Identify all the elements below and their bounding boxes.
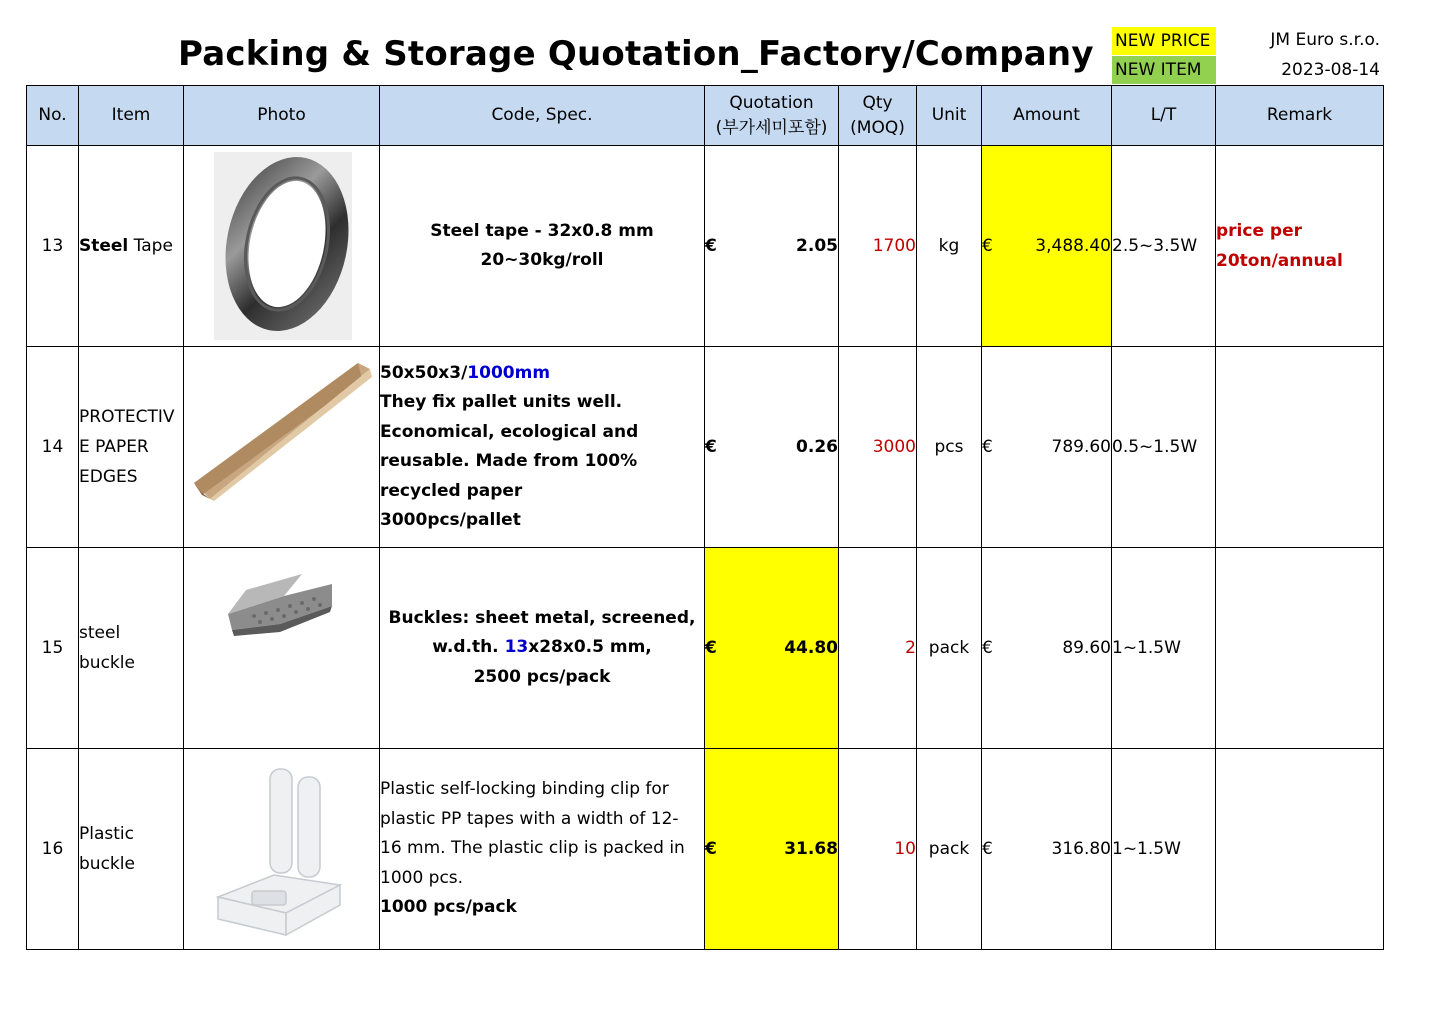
item-line: EDGES [79, 467, 138, 487]
row-no: 16 [27, 749, 79, 950]
price-value: 44.80 [784, 638, 838, 658]
spec-line: recycled paper [380, 480, 523, 501]
row-price [705, 548, 839, 749]
currency-symbol: € [705, 839, 717, 859]
spec-line [380, 359, 704, 389]
plastic-buckle-icon [214, 763, 344, 939]
col-item: Item [79, 86, 184, 146]
col-quotation [705, 86, 839, 146]
spec-line: 1000 pcs/pack [380, 897, 517, 918]
table-row [27, 548, 1384, 749]
row-spec [380, 146, 705, 347]
row-item [79, 548, 184, 749]
col-qty-label: Qty [862, 92, 893, 113]
row-item [79, 749, 184, 950]
row-qty: 10 [839, 749, 917, 950]
row-no: 13 [27, 146, 79, 347]
paper-edge-icon [190, 357, 372, 502]
spec-width-label: w.d.th. [432, 637, 505, 658]
currency-symbol: € [705, 236, 717, 256]
spec-length: 1000mm [467, 362, 551, 383]
spec-line: 20~30kg/roll [480, 250, 604, 270]
spec-line: Steel tape - 32x0.8 mm [430, 220, 654, 241]
spec-line: 1000 pcs. [380, 867, 464, 888]
quotation-table [26, 85, 1384, 950]
row-photo [184, 146, 380, 347]
row-spec [380, 548, 705, 749]
col-lt: L/T [1112, 86, 1216, 146]
row-price [705, 146, 839, 347]
col-no: No. [27, 86, 79, 146]
row-unit: pack [917, 548, 982, 749]
spec-line: Plastic self-locking binding clip for [380, 779, 669, 800]
row-spec [380, 347, 705, 548]
row-remark [1216, 548, 1384, 749]
row-item [79, 347, 184, 548]
spec-line: 2500 pcs/pack [473, 666, 611, 687]
item-line: buckle [79, 854, 135, 874]
currency-symbol: € [982, 839, 993, 859]
spec-line: 16 mm. The plastic clip is packed in [380, 838, 685, 859]
amount-value: 89.60 [1062, 638, 1111, 658]
page-title: Packing & Storage Quotation_Factory/Company [178, 34, 1094, 74]
row-no: 14 [27, 347, 79, 548]
row-unit: pcs [917, 347, 982, 548]
spec-dimensions: 50x50x3/ [380, 362, 468, 383]
col-amount: Amount [982, 86, 1112, 146]
legend-new-item: NEW ITEM [1112, 56, 1216, 84]
col-qty-moq: (MOQ) [850, 117, 905, 138]
row-photo [184, 347, 380, 548]
row-lt: 1~1.5W [1112, 548, 1216, 749]
spec-width-value: 13 [504, 637, 529, 658]
row-qty: 2 [839, 548, 917, 749]
col-quotation-label: Quotation [729, 92, 814, 113]
row-price [705, 347, 839, 548]
row-unit: kg [917, 146, 982, 347]
price-value: 0.26 [796, 437, 838, 457]
currency-symbol: € [982, 236, 993, 256]
row-item-bold: Steel [79, 236, 129, 256]
table-row [27, 146, 1384, 347]
spec-line: reusable. Made from 100% [380, 451, 638, 471]
spec-line: Economical, ecological and [380, 421, 639, 442]
amount-value: 789.60 [1051, 437, 1111, 457]
spec-line: plastic PP tapes with a width of 12- [380, 808, 679, 829]
steel-buckle-icon [224, 568, 336, 638]
row-remark [1216, 146, 1384, 347]
header-row [27, 86, 1384, 146]
table-row [27, 749, 1384, 950]
quote-date: 2023-08-14 [1281, 60, 1380, 80]
spec-line [380, 633, 704, 663]
item-line: steel [79, 623, 121, 643]
row-no: 15 [27, 548, 79, 749]
row-photo [184, 749, 380, 950]
col-remark: Remark [1216, 86, 1384, 146]
legend-new-price: NEW PRICE [1112, 27, 1216, 55]
steel-tape-roll-icon [214, 152, 352, 340]
row-remark [1216, 749, 1384, 950]
row-lt: 1~1.5W [1112, 749, 1216, 950]
currency-symbol: € [982, 437, 993, 457]
row-qty: 1700 [839, 146, 917, 347]
row-lt: 2.5~3.5W [1112, 146, 1216, 347]
row-amount [982, 749, 1112, 950]
spec-line: 3000pcs/pallet [380, 510, 521, 530]
price-value: 31.68 [784, 839, 838, 859]
currency-symbol: € [705, 437, 717, 457]
spec-width-rest: x28x0.5 mm, [528, 637, 652, 658]
row-item-rest: Tape [128, 236, 173, 256]
row-qty: 3000 [839, 347, 917, 548]
item-line: E PAPER [79, 437, 149, 457]
col-quotation-vat: (부가세미포함) [715, 117, 828, 138]
col-photo: Photo [184, 86, 380, 146]
item-line: buckle [79, 653, 135, 673]
row-unit: pack [917, 749, 982, 950]
spec-line: Buckles: sheet metal, screened, [388, 607, 696, 628]
row-price [705, 749, 839, 950]
spec-line: They fix pallet units well. [380, 392, 623, 412]
amount-value: 316.80 [1051, 839, 1111, 859]
remark-line: 20ton/annual [1216, 251, 1343, 271]
row-amount [982, 347, 1112, 548]
amount-value: 3,488.40 [1035, 236, 1111, 256]
col-qty [839, 86, 917, 146]
currency-symbol: € [982, 638, 993, 658]
row-spec [380, 749, 705, 950]
item-line: PROTECTIV [79, 407, 175, 427]
table-row [27, 347, 1384, 548]
remark-line: price per [1216, 221, 1302, 241]
price-value: 2.05 [796, 236, 838, 256]
row-remark [1216, 347, 1384, 548]
row-amount [982, 146, 1112, 347]
currency-symbol: € [705, 638, 717, 658]
col-spec: Code, Spec. [380, 86, 705, 146]
row-amount [982, 548, 1112, 749]
row-photo [184, 548, 380, 749]
row-lt: 0.5~1.5W [1112, 347, 1216, 548]
col-unit: Unit [917, 86, 982, 146]
item-line: Plastic [79, 824, 134, 844]
company-name: JM Euro s.r.o. [1270, 30, 1380, 50]
row-item [79, 146, 184, 347]
